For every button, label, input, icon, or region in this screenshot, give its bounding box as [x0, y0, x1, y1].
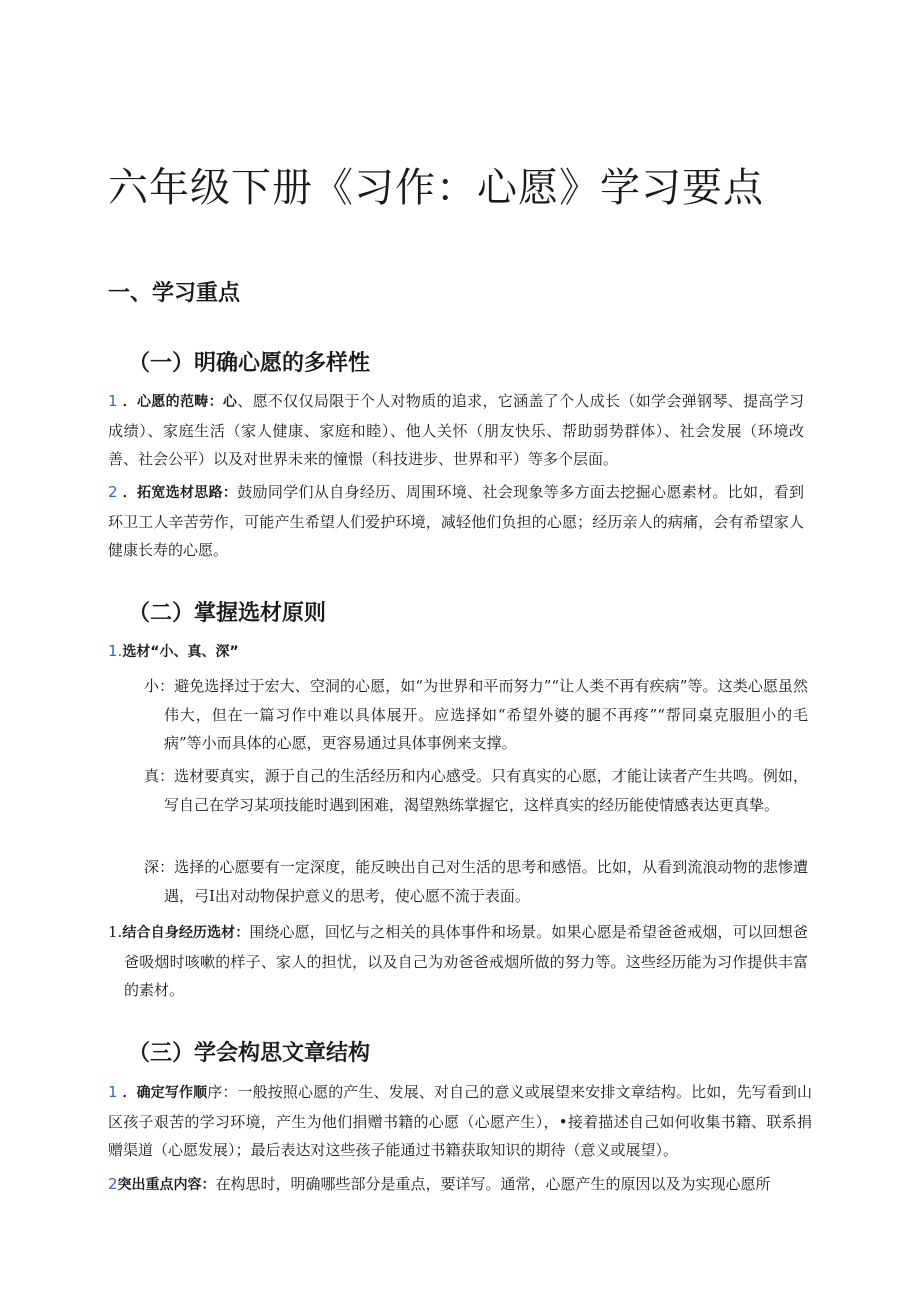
item-number: 1. — [108, 642, 123, 660]
item-text: 、愿不仅仅局限于个人对物质的追求，它涵盖了个人成长（如学会弹钢琴、提高学习成绩）、家庭生活（家人健康、家庭和睦）、他人关怀（朋友快乐、帮助弱势群体）、社会发展（环境改善、社会公平）以及对世界未来的憧憬（科技进步、世界和平）等多个层面。 — [108, 392, 804, 468]
item-number: 2 — [108, 483, 118, 501]
item-label-tail: 心 — [222, 394, 238, 410]
item-label: 选材“小、真、深” — [122, 644, 239, 660]
list-item — [108, 918, 808, 1005]
subsection-heading-3: （三）学会构思文章结构 — [128, 1041, 371, 1066]
document-title: 六年级下册《习作：心愿》学习要点 — [108, 165, 764, 211]
subsection-heading-1: （一）明确心愿的多样性 — [128, 351, 371, 376]
item-label: ．心愿的范畴： — [122, 394, 223, 410]
item-number: 1 — [108, 392, 118, 410]
item-label: ．拓宽选材思路： — [122, 485, 238, 501]
principle-small: 小：避免选择过于宏大、空洞的心愿，如“为世界和平而努力”“让人类不再有疾病”等。这类心愿虽然伟大，但在一篇习作中难以具体展开。应选择如“希望外婆的腿不再疼”“帮同桌克服胆小的毛病”等小而具体的心愿，更容易通过具体事例来支撑。 — [144, 677, 808, 752]
item-label: 突出重点内容： — [117, 1177, 216, 1193]
list-item — [108, 637, 804, 667]
item-text: 在构思时，明确哪些部分是重点，要详写。通常，心愿产生的原因以及为实现心愿所 — [215, 1175, 771, 1193]
list-item — [108, 478, 804, 565]
principle-true: 真：选材要真实，源于自己的生活经历和内心感受。只有真实的心愿，才能让读者产生共鸣。例如，写自己在学习某项技能时遇到困难，渴望熟练掌握它，这样真实的经历能使情感表达更真挚。 — [144, 767, 808, 814]
list-item — [108, 387, 804, 474]
item-label: ．确定写作顺 — [122, 1085, 208, 1101]
principle-deep: 深：选择的心愿要有一定深度，能反映出自己对生活的思考和感悟。比如，从看到流浪动物的悲惨遭遇，弓I出对动物保护意义的思考，使心愿不流于表面。 — [144, 858, 808, 905]
item-number: 1 — [108, 1083, 118, 1101]
list-item — [108, 1078, 812, 1165]
section-heading-key-points: 一、学习重点 — [108, 281, 241, 306]
list-item — [108, 1170, 812, 1200]
subsection-heading-2: （二）掌握选材原则 — [128, 601, 327, 626]
item-text: 一般按照心愿的产生、发展、对自己的意义或展望来安排文章结构。比如，先写看到山区孩子艰苦的学习环境，产生为他们捐赠书籍的心愿（心愿产生），•接着描述自己如何收集书籍、联系捐赠渠道（心愿发展）；最后表达对这些孩子能通过书籍获取知识的期待（意义或展望）。 — [108, 1083, 812, 1159]
item-number: 1. — [108, 923, 123, 941]
item-number: 2 — [108, 1175, 118, 1193]
item-text: 围绕心愿，回忆与之相关的具体事件和场景。如果心愿是希望爸爸戒烟，可以回想爸爸吸烟时咳嗽的样子、家人的担忧，以及自己为劝爸爸戒烟所做的努力等。这些经历能为习作提供丰富的素材。 — [124, 923, 808, 999]
item-label: 结合自身经历选材： — [122, 925, 250, 941]
item-label-tail: 序： — [207, 1083, 238, 1101]
item-text: 鼓励同学们从自身经历、周围环境、社会现象等多方面去挖掘心愿素材。比如，看到环卫工人辛苦劳作，可能产生希望人们爱护环境，减轻他们负担的心愿；经历亲人的病痛，会有希望家人健康长寿的心愿。 — [108, 483, 804, 559]
